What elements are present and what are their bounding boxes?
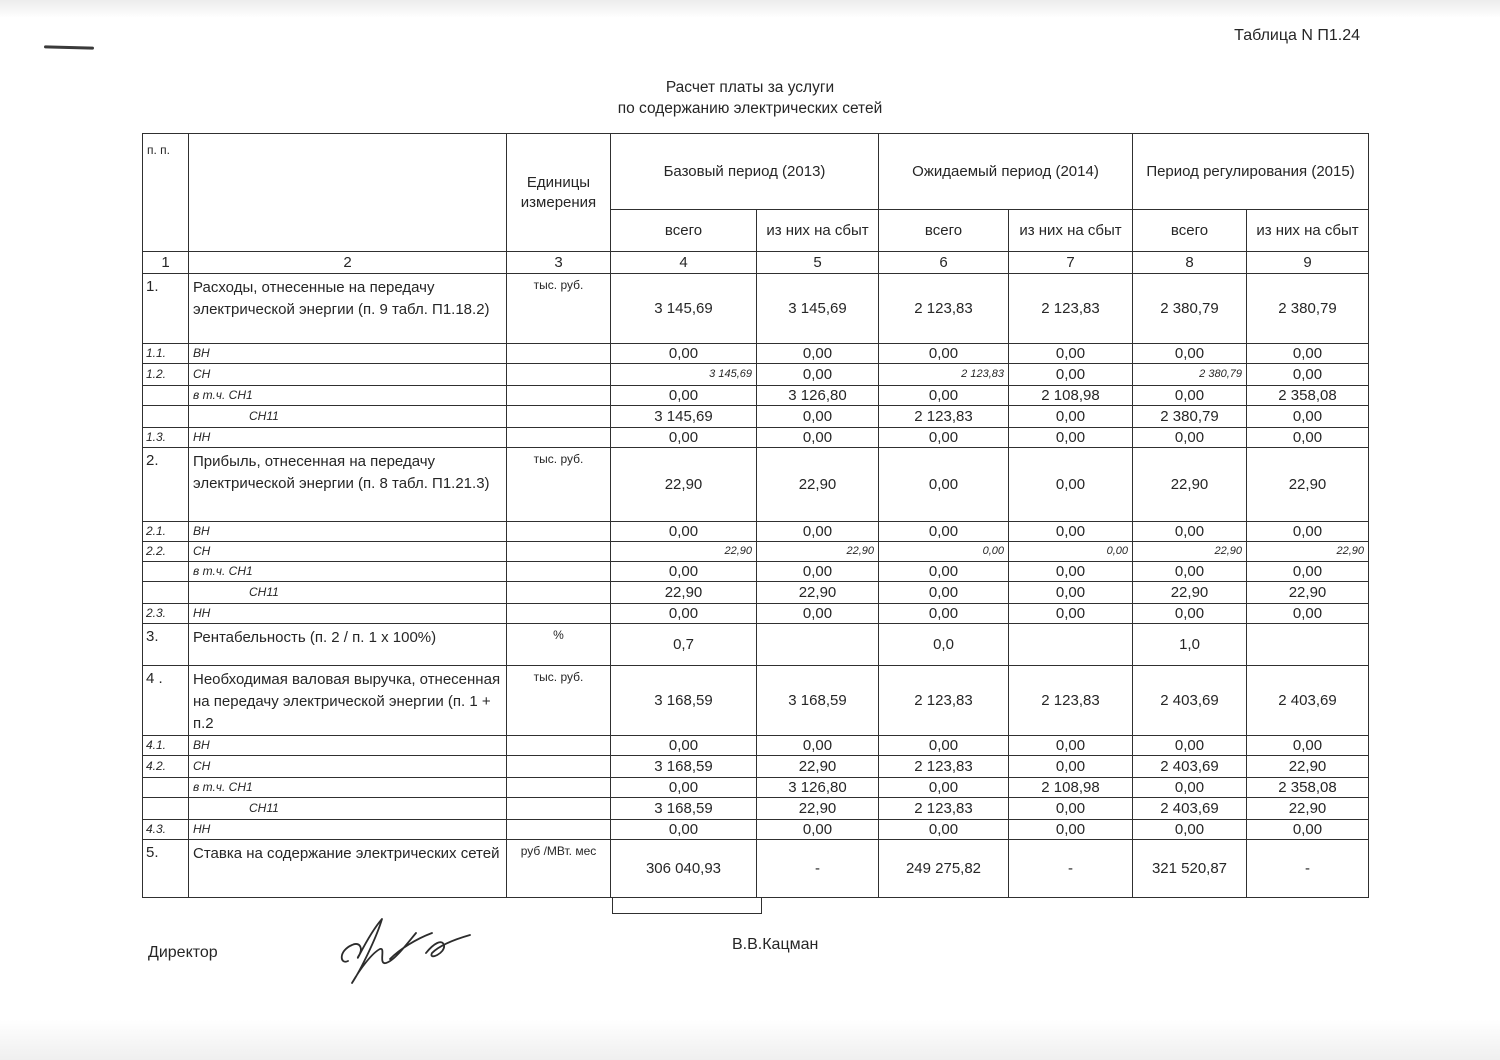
row-name: СН11 <box>189 582 507 604</box>
row-name: в т.ч. СН1 <box>189 778 507 798</box>
value-cell: 2 123,83 <box>879 666 1009 736</box>
title-line-1: Расчет платы за услуги <box>665 79 835 96</box>
value-cell: 22,90 <box>611 582 757 604</box>
value-cell: 0,00 <box>611 778 757 798</box>
value-cell: 0,00 <box>879 542 1009 562</box>
value-cell: 0,00 <box>1009 428 1133 448</box>
header-period-base: Базовый период (2013) <box>611 134 879 210</box>
value-cell: 22,90 <box>757 798 879 820</box>
row-number: 1.1. <box>143 344 189 364</box>
value-cell: 0,00 <box>757 364 879 386</box>
value-cell: 3 168,59 <box>611 666 757 736</box>
value-cell: 0,00 <box>1009 756 1133 778</box>
value-cell: 0,00 <box>1247 428 1369 448</box>
row-name: Прибыль, отнесенная на передачу электрической энергии (п. 8 табл. П1.21.3) <box>189 448 507 522</box>
value-cell: 22,90 <box>757 542 879 562</box>
signatory-name: В.В.Кацман <box>732 936 819 953</box>
header-sales-regulation: из них на сбыт <box>1247 210 1369 252</box>
row-name: Необходимая валовая выручка, отнесенная на передачу электрической энергии (п. 1 + п.2 <box>189 666 507 736</box>
value-cell: 0,00 <box>1133 344 1247 364</box>
row-name: СН <box>189 756 507 778</box>
value-cell <box>757 624 879 666</box>
row-unit <box>507 522 611 542</box>
value-cell: 0,00 <box>1133 778 1247 798</box>
pen-mark <box>44 45 94 49</box>
column-number: 4 <box>611 252 757 274</box>
value-cell: 2 123,83 <box>1009 274 1133 344</box>
value-cell: 321 520,87 <box>1133 840 1247 898</box>
title-line-2: по содержанию электрических сетей <box>617 100 883 117</box>
value-cell: 0,0 <box>879 624 1009 666</box>
value-cell: 0,00 <box>879 344 1009 364</box>
value-cell: 0,00 <box>1009 582 1133 604</box>
value-cell: 0,00 <box>611 562 757 582</box>
value-cell: 0,00 <box>757 604 879 624</box>
value-cell: 22,90 <box>611 542 757 562</box>
row-name: в т.ч. СН1 <box>189 386 507 406</box>
row-unit <box>507 364 611 386</box>
row-number: 2. <box>143 448 189 522</box>
value-cell: 249 275,82 <box>879 840 1009 898</box>
value-cell: - <box>1009 840 1133 898</box>
value-cell: 0,00 <box>879 778 1009 798</box>
table-row <box>143 840 1369 898</box>
row-number <box>143 386 189 406</box>
value-cell: 3 168,59 <box>757 666 879 736</box>
row-number: 4 . <box>143 666 189 736</box>
row-unit <box>507 386 611 406</box>
table-row <box>143 274 1369 344</box>
value-cell: 0,00 <box>1009 604 1133 624</box>
row-number: 1.3. <box>143 428 189 448</box>
header-sales-expected: из них на сбыт <box>1009 210 1133 252</box>
column-number: 8 <box>1133 252 1247 274</box>
table-row <box>143 448 1369 522</box>
row-unit: тыс. руб. <box>507 274 611 344</box>
scan-shadow-bottom <box>0 1020 1500 1060</box>
row-number: 4.3. <box>143 820 189 840</box>
value-cell: 3 145,69 <box>611 364 757 386</box>
value-cell: 3 168,59 <box>611 756 757 778</box>
value-cell <box>1247 624 1369 666</box>
value-cell: 3 168,59 <box>611 798 757 820</box>
value-cell: 2 380,79 <box>1247 274 1369 344</box>
value-cell: 22,90 <box>757 448 879 522</box>
value-cell: 0,00 <box>879 522 1009 542</box>
value-cell: 0,00 <box>1009 798 1133 820</box>
value-cell: 0,00 <box>1247 344 1369 364</box>
value-cell: 3 145,69 <box>611 274 757 344</box>
value-cell: 0,00 <box>1247 406 1369 428</box>
value-cell: 0,00 <box>1133 386 1247 406</box>
row-name: ВН <box>189 522 507 542</box>
table-row <box>143 344 1369 364</box>
value-cell: 0,00 <box>1133 522 1247 542</box>
value-cell: 22,90 <box>1247 756 1369 778</box>
value-cell: 22,90 <box>1247 798 1369 820</box>
table-row <box>143 798 1369 820</box>
value-cell: 306 040,93 <box>611 840 757 898</box>
row-number: 2.2. <box>143 542 189 562</box>
document-title <box>450 77 1050 119</box>
header-col-no: п. п. <box>143 134 189 252</box>
value-cell: 3 145,69 <box>757 274 879 344</box>
value-cell: 0,00 <box>1247 522 1369 542</box>
row-unit <box>507 756 611 778</box>
table-body <box>143 134 1369 898</box>
value-cell: 0,7 <box>611 624 757 666</box>
table-row <box>143 562 1369 582</box>
value-cell: 1,0 <box>1133 624 1247 666</box>
value-cell: 22,90 <box>1133 448 1247 522</box>
row-name: Рентабельность (п. 2 / п. 1 x 100%) <box>189 624 507 666</box>
value-cell: 2 403,69 <box>1133 666 1247 736</box>
column-number: 1 <box>143 252 189 274</box>
value-cell: 22,90 <box>1247 448 1369 522</box>
row-unit <box>507 798 611 820</box>
value-cell: 0,00 <box>879 582 1009 604</box>
header-col-units: Единицы измерения <box>507 134 611 252</box>
value-cell: 0,00 <box>611 604 757 624</box>
table-row <box>143 736 1369 756</box>
row-unit <box>507 406 611 428</box>
value-cell: 22,90 <box>611 448 757 522</box>
table-row <box>143 582 1369 604</box>
value-cell: 0,00 <box>879 604 1009 624</box>
row-number <box>143 406 189 428</box>
row-name: СН11 <box>189 406 507 428</box>
value-cell: 0,00 <box>879 448 1009 522</box>
header-total-base: всего <box>611 210 757 252</box>
row-unit <box>507 778 611 798</box>
column-number: 9 <box>1247 252 1369 274</box>
row-name: Расходы, отнесенные на передачу электрической энергии (п. 9 табл. П1.18.2) <box>189 274 507 344</box>
row-number: 2.3. <box>143 604 189 624</box>
value-cell: 2 358,08 <box>1247 386 1369 406</box>
value-cell: 0,00 <box>611 820 757 840</box>
value-cell: 22,90 <box>757 582 879 604</box>
value-cell: 2 403,69 <box>1133 756 1247 778</box>
column-number: 5 <box>757 252 879 274</box>
value-cell: 0,00 <box>879 562 1009 582</box>
value-cell: 0,00 <box>1009 562 1133 582</box>
value-cell: 22,90 <box>1133 542 1247 562</box>
value-cell: 0,00 <box>1133 562 1247 582</box>
value-cell: 0,00 <box>1247 820 1369 840</box>
value-cell: 0,00 <box>757 522 879 542</box>
value-cell: 0,00 <box>1133 428 1247 448</box>
column-number: 6 <box>879 252 1009 274</box>
header-total-expected: всего <box>879 210 1009 252</box>
value-cell: 0,00 <box>1009 522 1133 542</box>
scan-shadow-top <box>0 0 1500 18</box>
row-number <box>143 562 189 582</box>
value-cell: 3 145,69 <box>611 406 757 428</box>
header-period-regulation: Период регулирования (2015) <box>1133 134 1369 210</box>
row-number <box>143 798 189 820</box>
row-unit <box>507 604 611 624</box>
value-cell: 2 380,79 <box>1133 364 1247 386</box>
row-number <box>143 778 189 798</box>
value-cell: 2 123,83 <box>879 364 1009 386</box>
value-cell: 2 358,08 <box>1247 778 1369 798</box>
table-row <box>143 428 1369 448</box>
row-unit <box>507 736 611 756</box>
row-number: 1. <box>143 274 189 344</box>
table-row <box>143 522 1369 542</box>
header-period-expected: Ожидаемый период (2014) <box>879 134 1133 210</box>
table-row <box>143 364 1369 386</box>
row-unit: тыс. руб. <box>507 666 611 736</box>
row-number <box>143 582 189 604</box>
value-cell: 0,00 <box>879 428 1009 448</box>
column-number: 3 <box>507 252 611 274</box>
row-name: СН <box>189 364 507 386</box>
row-unit: % <box>507 624 611 666</box>
table-row <box>143 666 1369 736</box>
row-name: СН11 <box>189 798 507 820</box>
value-cell: 2 108,98 <box>1009 778 1133 798</box>
row-number: 4.2. <box>143 756 189 778</box>
row-name: НН <box>189 604 507 624</box>
value-cell: 0,00 <box>879 820 1009 840</box>
signature-image <box>330 905 480 995</box>
value-cell: 0,00 <box>611 386 757 406</box>
value-cell: 2 403,69 <box>1247 666 1369 736</box>
row-unit: руб /МВт. мес <box>507 840 611 898</box>
table-row <box>143 604 1369 624</box>
value-cell: - <box>757 840 879 898</box>
calculation-table-wrap <box>142 133 1369 898</box>
value-cell: 0,00 <box>611 522 757 542</box>
row-number: 1.2. <box>143 364 189 386</box>
value-cell: 2 108,98 <box>1009 386 1133 406</box>
value-cell: 0,00 <box>1009 542 1133 562</box>
value-cell: 2 380,79 <box>1133 274 1247 344</box>
table-row <box>143 542 1369 562</box>
value-cell: 3 126,80 <box>757 778 879 798</box>
value-cell: 22,90 <box>1247 582 1369 604</box>
row-name: СН <box>189 542 507 562</box>
row-name: ВН <box>189 344 507 364</box>
value-cell: 2 123,83 <box>1009 666 1133 736</box>
table-row <box>143 406 1369 428</box>
value-cell: 0,00 <box>1009 406 1133 428</box>
header-row-numbers <box>143 252 1369 274</box>
value-cell: 2 123,83 <box>879 406 1009 428</box>
value-cell: 3 126,80 <box>757 386 879 406</box>
column-number: 2 <box>189 252 507 274</box>
value-cell: 0,00 <box>1009 736 1133 756</box>
value-cell: 0,00 <box>1133 820 1247 840</box>
value-cell: 22,90 <box>1133 582 1247 604</box>
row-unit <box>507 344 611 364</box>
value-cell: 0,00 <box>757 562 879 582</box>
value-cell: 0,00 <box>757 428 879 448</box>
value-cell: 0,00 <box>611 736 757 756</box>
header-row-periods <box>143 134 1369 210</box>
row-number: 4.1. <box>143 736 189 756</box>
row-name: НН <box>189 820 507 840</box>
header-col-name <box>189 134 507 252</box>
row-unit <box>507 582 611 604</box>
value-cell: 0,00 <box>879 386 1009 406</box>
row-number: 5. <box>143 840 189 898</box>
row-name: Ставка на содержание электрических сетей <box>189 840 507 898</box>
row-name: в т.ч. СН1 <box>189 562 507 582</box>
value-cell: 0,00 <box>611 344 757 364</box>
row-unit <box>507 542 611 562</box>
value-cell: 22,90 <box>1247 542 1369 562</box>
table-row <box>143 778 1369 798</box>
row-unit <box>507 562 611 582</box>
row-number: 2.1. <box>143 522 189 542</box>
value-cell: 0,00 <box>1133 604 1247 624</box>
row-number: 3. <box>143 624 189 666</box>
empty-box-under-table <box>612 897 762 914</box>
director-label: Директор <box>148 944 218 961</box>
value-cell: 2 403,69 <box>1133 798 1247 820</box>
row-name: ВН <box>189 736 507 756</box>
table-number: Таблица N П1.24 <box>1234 27 1360 44</box>
table-row <box>143 386 1369 406</box>
value-cell: 0,00 <box>757 736 879 756</box>
value-cell: 2 123,83 <box>879 756 1009 778</box>
value-cell: 2 380,79 <box>1133 406 1247 428</box>
value-cell: 0,00 <box>757 406 879 428</box>
column-number: 7 <box>1009 252 1133 274</box>
header-total-regulation: всего <box>1133 210 1247 252</box>
value-cell: 0,00 <box>1247 562 1369 582</box>
table-row <box>143 624 1369 666</box>
value-cell: 0,00 <box>611 428 757 448</box>
row-unit: тыс. руб. <box>507 448 611 522</box>
calculation-table <box>142 133 1369 898</box>
value-cell: 22,90 <box>757 756 879 778</box>
value-cell: 0,00 <box>757 820 879 840</box>
header-sales-base: из них на сбыт <box>757 210 879 252</box>
value-cell: 0,00 <box>1133 736 1247 756</box>
value-cell: 2 123,83 <box>879 274 1009 344</box>
table-row <box>143 820 1369 840</box>
value-cell: 0,00 <box>1009 448 1133 522</box>
row-unit <box>507 820 611 840</box>
value-cell: 0,00 <box>1009 344 1133 364</box>
value-cell: 0,00 <box>1247 364 1369 386</box>
value-cell: 0,00 <box>1009 820 1133 840</box>
value-cell: 2 123,83 <box>879 798 1009 820</box>
value-cell <box>1009 624 1133 666</box>
row-name: НН <box>189 428 507 448</box>
value-cell: 0,00 <box>879 736 1009 756</box>
value-cell: 0,00 <box>1247 604 1369 624</box>
value-cell: - <box>1247 840 1369 898</box>
value-cell: 0,00 <box>1247 736 1369 756</box>
value-cell: 0,00 <box>757 344 879 364</box>
table-row <box>143 756 1369 778</box>
value-cell: 0,00 <box>1009 364 1133 386</box>
row-unit <box>507 428 611 448</box>
